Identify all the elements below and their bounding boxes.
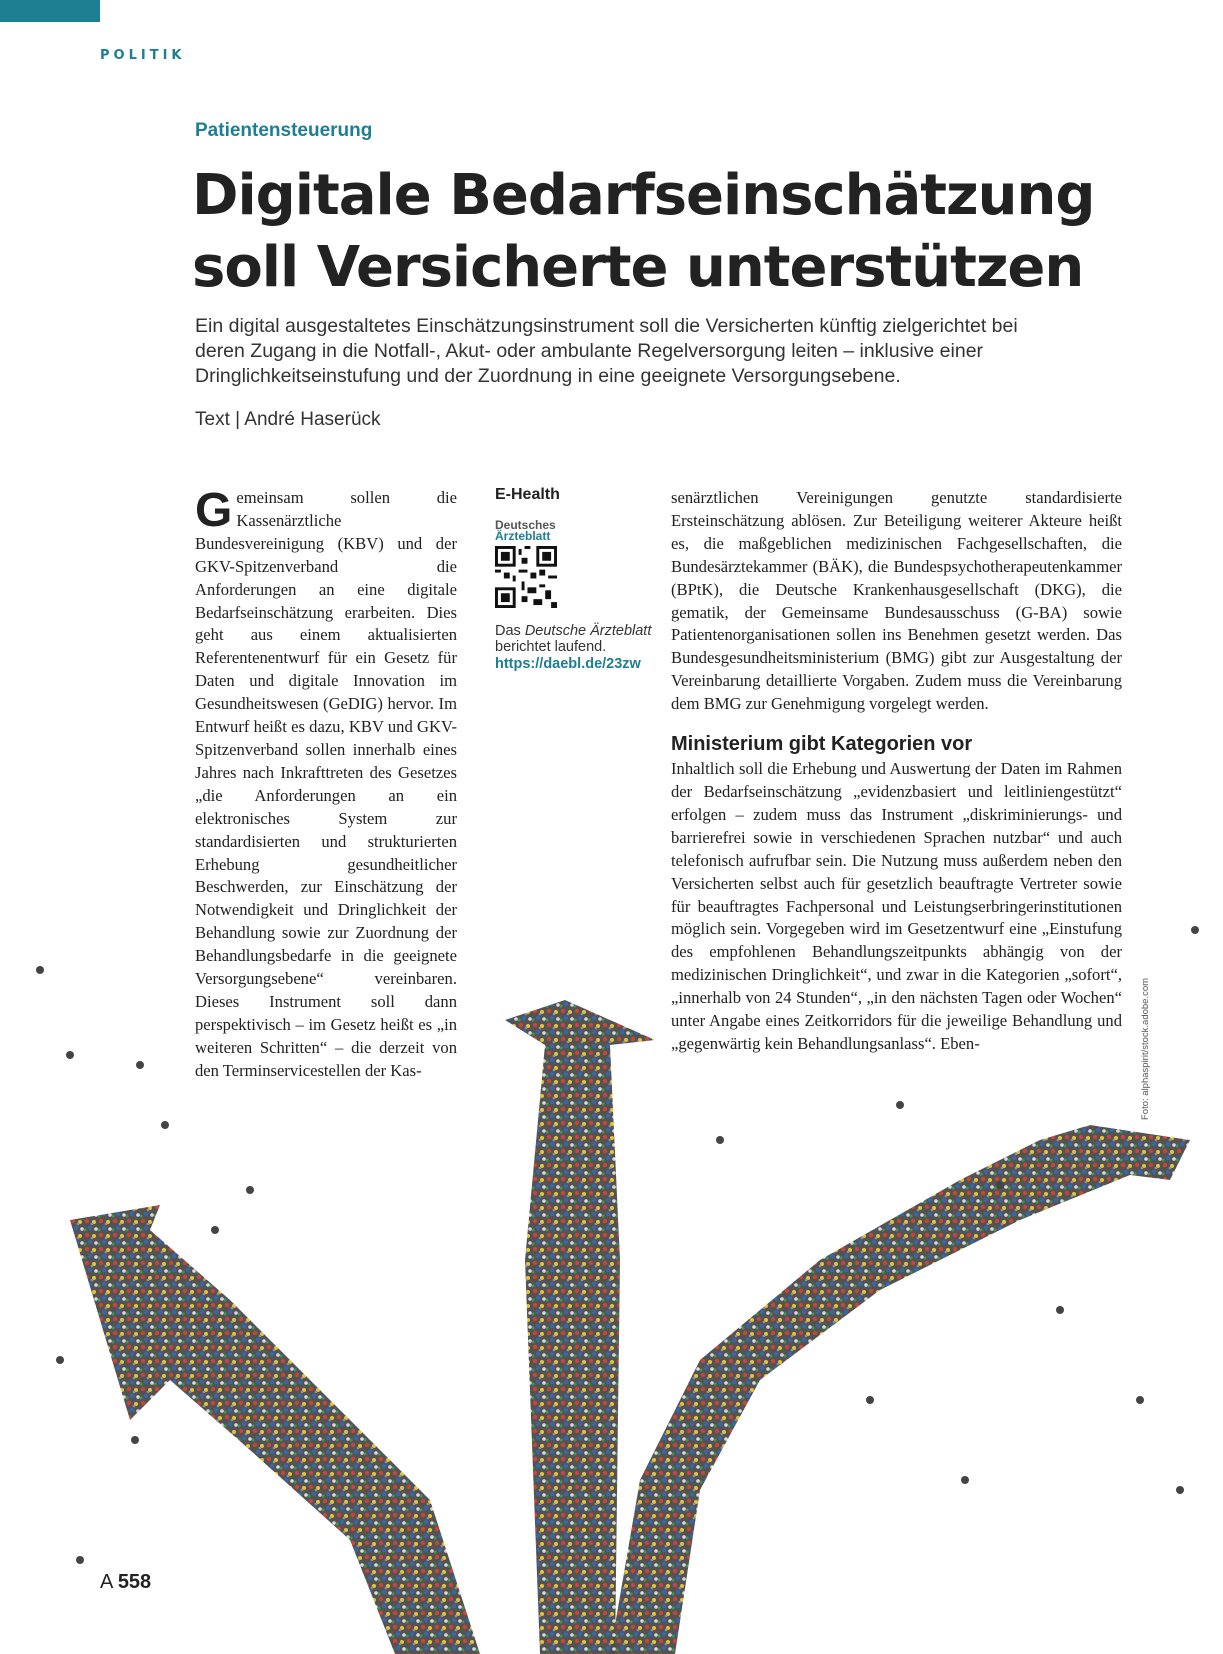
column-2-paragraph-2: Inhaltlich soll die Erhebung und Auswertung der Daten im Rahmen der Bedarfseinschätzung „evidenzbasiert und leitliniengestützt“ erfolgen – zudem muss das Instrument „diskriminierungs- und barrierefrei sowie in verschiedenen Sprachen nutzbar“ und auch telefonisch aufrufbar sein. Die Nutzung muss außerdem neben den Versicherten selbst auch für gesetzlich beauftragte Vertreter sowie für beauftragtes Fachpersonal und Leistungserbringerinstitutionen möglich sein. Vorgegeben wird im Gesetzentwurf eine „Einstufung des empfohlenen Behandlungszeitpunkts abhängig von der medizinischen Dringlichkeit“, und zwar in die Kategorien „sofort“, „innerhalb von 24 Stunden“, „in den nächsten Tagen oder Wochen“ unter Angabe eines Zeitkorridors für die jeweilige Behandlung und „gegenwärtig kein Behandlungsanlass“. Eben- xyxy=(671,759,1122,1053)
column-2-paragraph-1: senärztlichen Vereinigungen genutzte standardisierte Ersteinschätzung ablösen. Zur Beteiligung weiterer Akteure heißt es, die maßgeblichen medizinischen Fachgesellschaften, die Bundesärztekammer (BÄK), die Bundespsychotherapeutenkammer (BPtK), die Deutsche Krankenhausgesellschaft (DKG), die gematik, der Gemeinsame Bundesausschuss (G-BA) sowie Patientenorganisationen sollen ins Benehmen gesetzt werden. Das Bundesgesundheitsministerium (BMG) gibt zur Ausgestaltung der Vereinbarung detaillierte Vorgaben. Zudem muss die Vereinbarung dem BMG zur Genehmigung vorgelegt werden. xyxy=(671,488,1122,714)
article-column-2 xyxy=(671,487,1122,1056)
qr-code-icon[interactable] xyxy=(495,546,557,608)
logo-line-2: Ärzteblatt xyxy=(495,529,551,543)
aerzteblatt-logo xyxy=(495,520,655,542)
photo-credit: Foto: alphaspirit/stock.adobe.com xyxy=(1140,977,1151,1120)
article-column-1 xyxy=(195,484,457,1083)
article-title xyxy=(192,160,1132,304)
infobox-text-italic: Deutsche Ärzteblatt xyxy=(524,623,652,639)
infobox-title: E-Health xyxy=(495,486,560,503)
page-prefix: A xyxy=(100,1571,113,1593)
logo-line-1: Deutsches xyxy=(495,518,556,532)
section-color-bar xyxy=(0,0,100,22)
ehealth-infobox xyxy=(495,486,655,673)
dropcap: G xyxy=(195,484,233,537)
article-subheading: Ministerium gibt Kategorien vor xyxy=(671,733,973,756)
article-byline: Text | André Haserück xyxy=(195,409,381,430)
column-1-text: emeinsam sollen die Kassenärztliche Bundesvereinigung (KBV) und der GKV-Spitzenverband die Anforderungen an eine digitale Bedarfseinschätzung erarbeiten. Dies geht aus einem aktualisierten Referentenentwurf für ein Gesetz für Daten und digitale Innovation im Gesundheitswesen (GeDIG) hervor. Im Entwurf heißt es dazu, KBV und GKV-Spitzenverband sollen innerhalb eines Jahres nach Inkrafttreten des Gesetzes „die Anforderungen an ein elektronisches System zur standardisierten und strukturierten Erhebung gesundheitlicher Beschwerden, zur Einschätzung der Notwendigkeit und Dringlichkeit der Behandlung sowie zur Zuordnung der Behandlungsbedarfe in die geeignete Versorgungsebene“ vereinbaren. Dieses Instrument soll dann perspektivisch – im Gesetz heißt es „in weiteren Schritten“ – die derzeit von den Terminservicestellen der Kas- xyxy=(195,488,457,1080)
infobox-link[interactable]: https://daebl.de/23zw xyxy=(495,656,641,672)
title-line-2: soll Versicherte unterstützen xyxy=(192,235,1084,300)
section-label: POLITIK xyxy=(100,48,186,63)
page-number-value: 558 xyxy=(117,1571,152,1593)
title-line-1: Digitale Bedarfseinschätzung xyxy=(192,163,1095,228)
page-number xyxy=(100,1571,151,1594)
article-kicker: Patientensteuerung xyxy=(195,120,373,141)
column-1-paragraph xyxy=(195,484,457,1083)
infobox-text-end: berichtet laufend. xyxy=(495,639,607,655)
article-lead: Ein digital ausgestaltetes Einschätzungsinstrument soll die Versicherten künftig zielgerichtet bei deren Zugang in die Notfall-, Akut- oder ambulante Regelversorgung leiten – inklusive einer Dringlichkeitseinstufung und der Zuordnung in eine geeignete Versorgungsebene. xyxy=(195,315,1018,387)
infobox-text-start: Das xyxy=(495,623,525,639)
infobox-text xyxy=(495,623,655,655)
